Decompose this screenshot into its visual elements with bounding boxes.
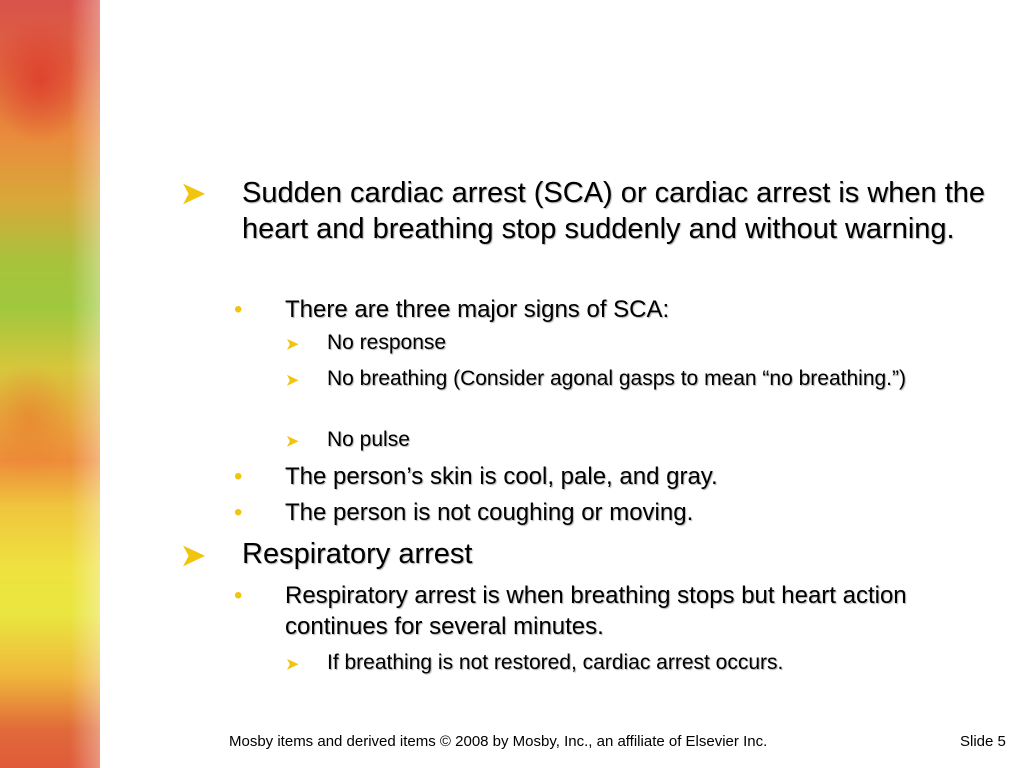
bullet-skin: The person’s skin is cool, pale, and gray. [285,463,718,490]
chevron-right-icon: ➤ [286,433,299,450]
dot-icon: • [234,499,243,526]
bullet-respiratory-definition: Respiratory arrest is when breathing stops but heart action continues for several minutes. [285,582,907,640]
chevron-right-icon: ➤ [286,372,299,389]
bullet-not-moving: The person is not coughing or moving. [285,499,694,526]
chevron-right-icon: ➤ [181,540,206,572]
dot-icon: • [234,582,243,609]
bullet-respiratory-arrest: Respiratory arrest [242,538,473,570]
bullet-sca-definition: Sudden cardiac arrest (SCA) or cardiac arrest is when the heart and breathing stop suddenly and without warning. [242,177,986,245]
bullet-cardiac-occurs: If breathing is not restored, cardiac arrest occurs. [327,651,784,674]
chevron-right-icon: ➤ [286,336,299,353]
bullet-no-pulse: No pulse [327,428,410,451]
chevron-right-icon: ➤ [181,178,206,210]
chevron-right-icon: ➤ [286,656,299,673]
bullet-no-response: No response [327,331,447,354]
slide-number: Slide 5 [960,733,1006,750]
dot-icon: • [234,463,243,490]
bullet-sca-signs: There are three major signs of SCA: [285,296,670,323]
copyright-footer: Mosby items and derived items © 2008 by Mosby, Inc., an affiliate of Elsevier Inc. [229,733,768,750]
dot-icon: • [234,296,243,323]
bullet-no-breathing: No breathing (Consider agonal gasps to mean “no breathing.”) [327,367,907,390]
